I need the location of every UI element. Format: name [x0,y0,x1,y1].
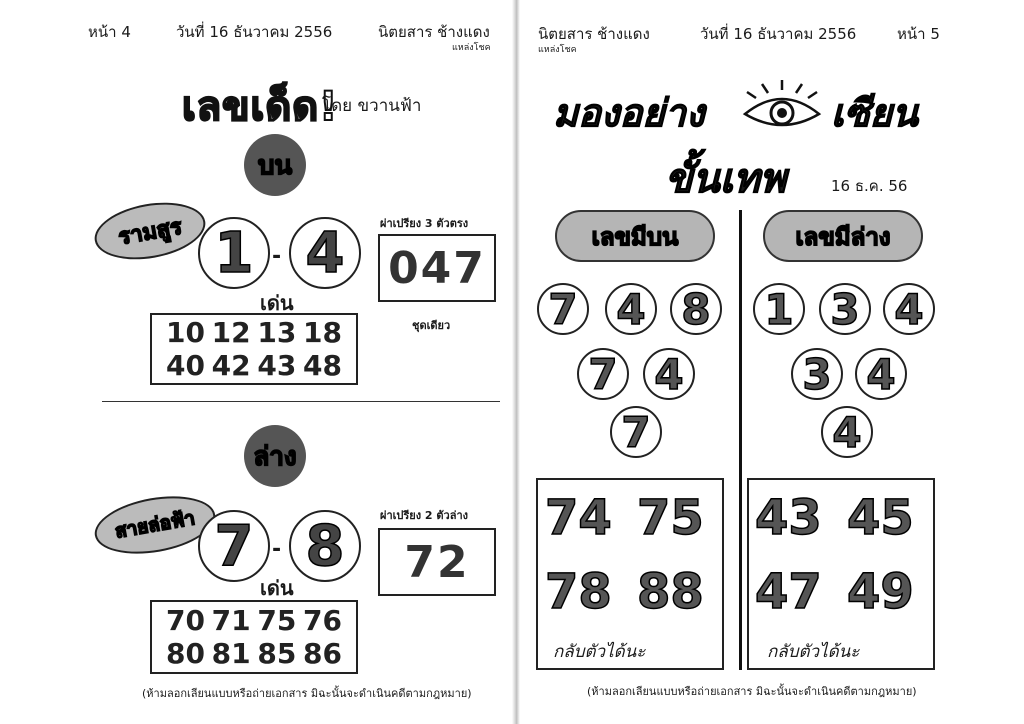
upper-digit: 4 [616,284,646,334]
lower-digit: 8 [305,513,345,579]
column-divider [739,210,742,670]
number-cell: 42 [211,349,251,382]
lower-pair: 43 [755,490,822,546]
upper-digit: 7 [588,349,618,399]
lower-numbers-box [150,600,358,674]
column-title: เลขเด็ด! [182,84,339,130]
left-publication-tagline: แหล่งโชค [452,43,491,53]
lower-digit-circle [855,348,907,400]
upper-digit: 8 [681,284,711,334]
lower-digit-circle [819,283,871,335]
left-publication-name: นิตยสาร ช้างแดง [378,23,490,41]
number-cell: 80 [166,637,205,670]
upper-pair: 75 [637,490,704,546]
upper-digit: 7 [621,407,651,457]
lower-digit-circle [821,406,873,458]
left-issue-date: วันที่ 16 ธันวาคม 2556 [176,23,333,41]
upper-digit-circle [670,283,722,335]
number-cell: 48 [303,349,342,382]
lower-digit-circle [289,510,361,582]
lower-pair: 45 [847,490,914,546]
right-publication-tagline: แหล่งโชค [538,45,577,55]
lower-pair: 47 [755,564,822,620]
number-cell: 12 [211,316,251,349]
upper-side-caption: ชุดเดียว [412,319,451,332]
upper-digit-circle [610,406,662,458]
upper-badge-label: บน [257,150,293,181]
lower-digit-circle [753,283,805,335]
upper-digit: 4 [305,220,345,286]
lower-digit: 4 [832,407,862,457]
upper-digit-circle [577,348,629,400]
upper-side-box [378,234,496,302]
number-cell: 13 [257,316,297,349]
number-cell: 10 [166,316,205,349]
upper-digit-circle [605,283,657,335]
eye-icon [737,76,827,136]
number-cell: 76 [303,604,342,637]
lower-numbers-label-text: เลขมีล่าง [795,222,891,251]
upper-pair: 74 [545,490,612,546]
number-cell: 18 [303,316,342,349]
section-divider [102,401,500,402]
upper-digit-separator: - [272,244,282,269]
upper-digit-circle [198,217,270,289]
right-issue-date: วันที่ 16 ธันวาคม 2556 [700,25,857,43]
right-page [515,0,1024,724]
upper-tag-label: รามสูร [116,214,184,250]
lower-digit: 3 [802,349,832,399]
upper-digit: 7 [548,284,578,334]
right-footer-notice: (ห้ามลอกเลียนแบบหรือถ่ายเอกสาร มิฉะนั้นจะดำเนินคดีตามกฎหมาย) [587,685,917,698]
lower-tag-label: สายล่อฟ้า [113,507,197,543]
lower-badge [244,425,306,487]
upper-pair: 78 [545,564,612,620]
lower-side-box [378,528,496,596]
lower-digit-separator: - [272,537,282,562]
upper-digit-circle [643,348,695,400]
lower-digit: 4 [894,284,924,334]
number-cell: 75 [257,604,297,637]
lower-pair: 49 [847,564,914,620]
lower-side-label: ผ่าเปรียง 2 ตัวล่าง [380,509,469,522]
left-footer-notice: (ห้ามลอกเลียนแบบหรือถ่ายเอกสาร มิฉะนั้นจะดำเนินคดีตามกฎหมาย) [142,687,472,700]
number-row [152,637,356,670]
upper-numbers-label-text: เลขมีบน [591,222,679,251]
upper-pairs-note: กลับตัวได้นะ [553,642,646,662]
lower-digit: 3 [830,284,860,334]
lower-digit-circle [883,283,935,335]
number-cell: 81 [211,637,251,670]
lower-digit-circle [791,348,843,400]
upper-tag [90,195,210,268]
column-byline: โดย ขวานฟ้า [322,96,422,116]
upper-side-label: ผ่าเปรียง 3 ตัวตรง [380,217,469,230]
upper-numbers-label [555,210,715,262]
number-cell: 86 [303,637,342,670]
upper-digit-circle [289,217,361,289]
upper-side-number: 047 [388,242,486,294]
upper-digit: 1 [214,220,254,286]
right-publication-name: นิตยสาร ช้างแดง [538,25,650,43]
lower-pairs-note: กลับตัวได้นะ [767,642,860,662]
number-row [152,349,356,382]
number-cell: 85 [257,637,297,670]
number-cell: 71 [211,604,251,637]
number-row [152,604,356,637]
lower-numbers-label [763,210,923,262]
upper-digit: 4 [654,349,684,399]
left-page-number: หน้า 4 [88,23,131,41]
number-cell: 40 [166,349,205,382]
headline-line-2: ขั้นเทพ [665,156,787,202]
lower-badge-label: ล่าง [253,441,297,472]
lower-featured-label: เด่น [260,576,294,600]
number-row [152,316,356,349]
upper-featured-label: เด่น [260,291,294,315]
headline-part-2: เซียน [831,91,919,135]
right-page-number: หน้า 5 [897,25,940,43]
lower-digit: 7 [214,513,254,579]
upper-digit-circle [537,283,589,335]
headline-issue-date: 16 ธ.ค. 56 [831,177,908,195]
upper-badge [244,134,306,196]
upper-pair: 88 [637,564,704,620]
lower-digit: 1 [764,284,794,334]
lower-side-number: 72 [404,536,470,588]
upper-numbers-box [150,313,358,385]
headline-part-1: มองอย่าง [553,91,705,135]
number-cell: 43 [257,349,297,382]
lower-digit: 4 [866,349,896,399]
number-cell: 70 [166,604,205,637]
